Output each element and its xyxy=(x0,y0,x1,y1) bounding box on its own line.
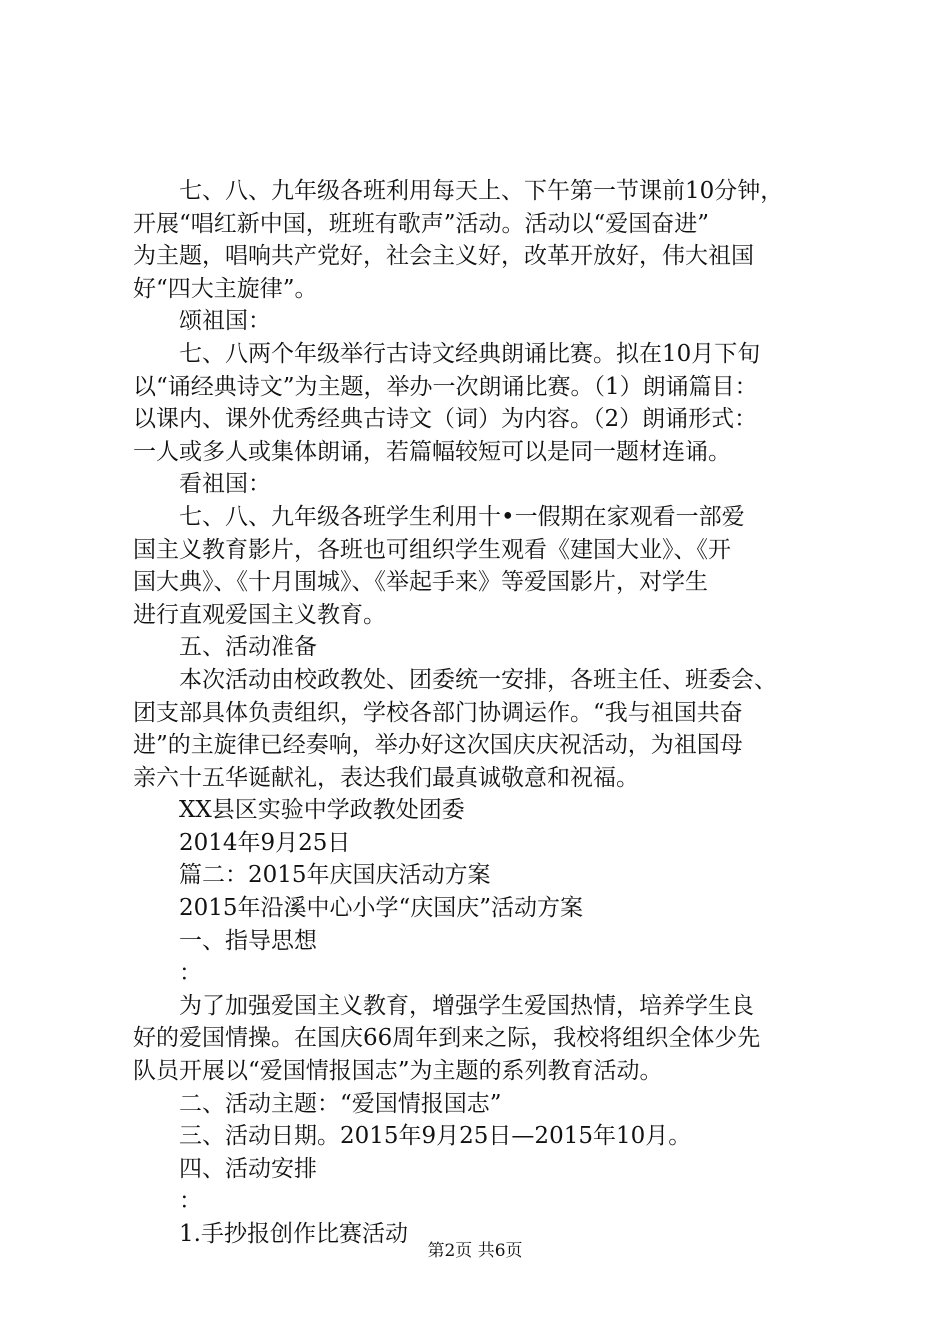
text-line: 为主题，唱响共产党好，社会主义好，改革开放好，伟大祖国 xyxy=(133,243,754,270)
text-line: 以“诵经典诗文”为主题，举办一次朗诵比赛。（1）朗诵篇目： xyxy=(133,373,758,400)
text-line: 2015年沿溪中心小学“庆国庆”活动方案 xyxy=(179,895,584,922)
text-line: 1.手抄报创作比赛活动 xyxy=(179,1221,408,1247)
text-line: 颂祖国： xyxy=(179,308,271,335)
text-line: XX县区实验中学政教处团委 xyxy=(179,797,465,824)
text-line: 七、八、九年级各班学生利用十•一假期在家观看一部爱 xyxy=(179,503,745,530)
text-line: 本次活动由校政教处、团委统一安排，各班主任、班委会、 xyxy=(179,666,777,693)
text-line: 篇二：2015年庆国庆活动方案 xyxy=(179,862,491,889)
text-line: 看祖国： xyxy=(179,471,271,498)
text-line: 一、指导思想 xyxy=(179,927,317,954)
text-line: 五、活动准备 xyxy=(179,634,317,661)
text-line: 为了加强爱国主义教育，增强学生爱国热情，培养学生良 xyxy=(179,992,754,1019)
text-line: 二、活动主题：“爱国情报国志” xyxy=(179,1090,502,1117)
text-line: 七、八两个年级举行古诗文经典朗诵比赛。拟在10月下旬 xyxy=(179,340,761,367)
text-line: 三、活动日期。2015年9月25日—2015年10月。 xyxy=(179,1123,692,1150)
text-line: 国主义教育影片，各班也可组织学生观看《建国大业》、《开 xyxy=(133,536,731,563)
text-line: 亲六十五华诞献礼，表达我们最真诚敬意和祝福。 xyxy=(133,764,639,791)
text-line: 开展“唱红新中国，班班有歌声”活动。活动以“爱国奋进” xyxy=(133,210,710,237)
text-line: 四、活动安排 xyxy=(179,1155,317,1182)
text-line: ： xyxy=(179,1188,202,1215)
text-line: 团支部具体负责组织，学校各部门协调运作。“我与祖国共奋 xyxy=(133,699,743,726)
text-line: 一人或多人或集体朗诵，若篇幅较短可以是同一题材连诵。 xyxy=(133,438,731,465)
text-line: 以课内、课外优秀经典古诗文（词）为内容。（2）朗诵形式： xyxy=(133,406,758,433)
text-line: ： xyxy=(179,960,202,987)
document-body xyxy=(133,175,833,1251)
text-line: 队员开展以“爱国情报国志”为主题的系列教育活动。 xyxy=(133,1058,663,1085)
text-line: 七、八、九年级各班利用每天上、下午第一节课前10分钟， xyxy=(179,178,784,204)
text-line: 好“四大主旋律”。 xyxy=(133,275,318,302)
text-line: 2014年9月25日 xyxy=(179,829,351,856)
text-line: 好的爱国情操。在国庆66周年到来之际，我校将组织全体少先 xyxy=(133,1025,761,1052)
text-line: 进”的主旋律已经奏响，举办好这次国庆庆祝活动，为祖国母 xyxy=(133,732,743,759)
text-line: 国大典》、《十月围城》、《举起手来》等爱国影片，对学生 xyxy=(133,569,708,596)
page-footer: 第2页 共6页 xyxy=(427,1241,523,1261)
text-line: 进行直观爱国主义教育。 xyxy=(133,601,386,628)
